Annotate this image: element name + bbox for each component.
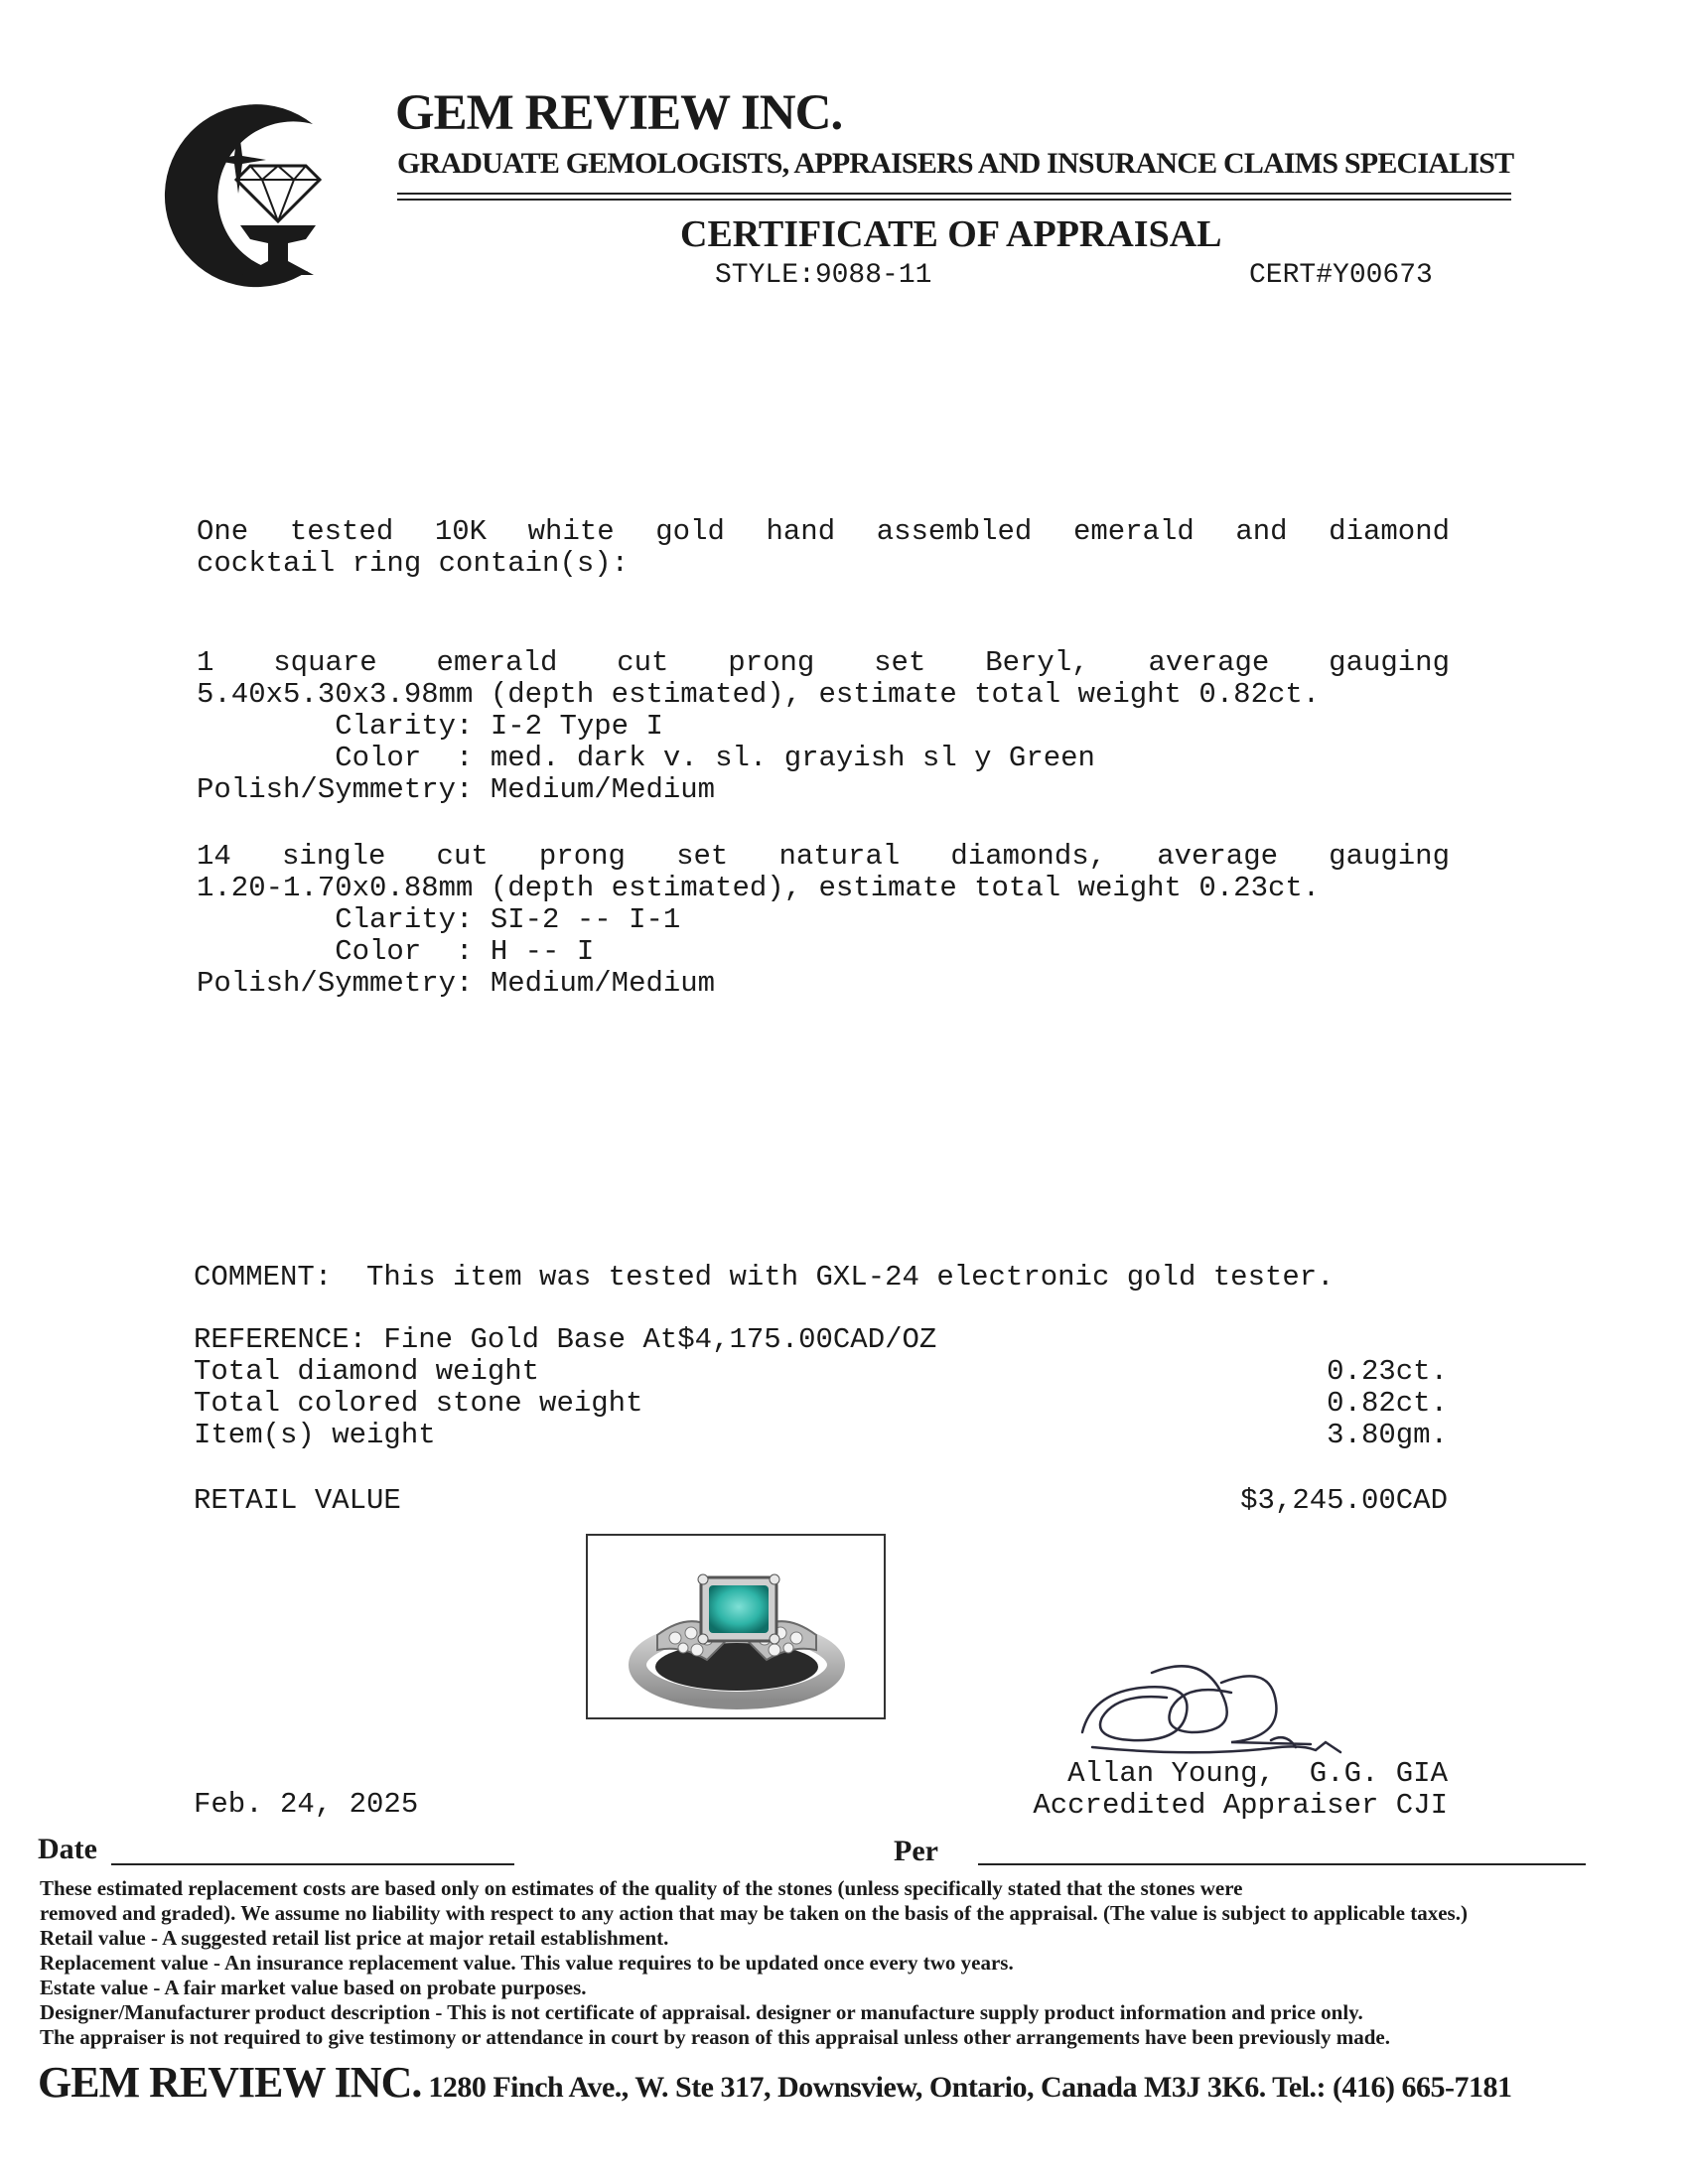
description-intro-line-1: One tested 10K white gold hand assembled emerald and diamond — [197, 515, 1450, 548]
weight-label: Total diamond weight — [194, 1355, 540, 1388]
footer — [38, 2057, 1512, 2108]
company-name: GEM REVIEW INC. — [395, 85, 843, 141]
disclaimer-line: Estate value - A fair market value based on probate purposes. — [40, 1976, 587, 1999]
disclaimer-text — [40, 1876, 1658, 2050]
emerald-description-line-2: 5.40x5.30x3.98mm (depth estimated), estimate total weight 0.82ct. — [197, 678, 1321, 711]
emerald-description-line-1: 1 square emerald cut prong set Beryl, average gauging — [197, 646, 1450, 679]
diamonds-polish-symmetry: Polish/Symmetry: Medium/Medium — [197, 967, 716, 1000]
weight-label: Total colored stone weight — [194, 1387, 643, 1420]
weight-value: 3.80gm. — [1327, 1419, 1448, 1451]
diamonds-description-line-1: 14 single cut prong set natural diamonds, average gauging — [197, 840, 1450, 873]
company-logo — [139, 94, 338, 293]
retail-value-amount: $3,245.00CAD — [1240, 1484, 1448, 1517]
header-divider — [397, 199, 1511, 201]
disclaimer-line: The appraiser is not required to give testimony or attendance in court by reason of this appraisal unless other arrangements have been previously made. — [40, 2025, 1390, 2049]
company-tagline: GRADUATE GEMOLOGISTS, APPRAISERS AND INSURANCE CLAIMS SPECIALIST — [397, 147, 1514, 180]
weight-value: 0.23ct. — [1327, 1355, 1448, 1388]
disclaimer-line: Replacement value - An insurance replacement value. This value requires to be updated once every two years. — [40, 1951, 1014, 1975]
retail-value-label: RETAIL VALUE — [194, 1484, 401, 1517]
per-signature-line — [978, 1863, 1586, 1865]
diamonds-description-line-2: 1.20-1.70x0.88mm (depth estimated), estimate total weight 0.23ct. — [197, 872, 1321, 904]
weight-label: Item(s) weight — [194, 1419, 436, 1451]
appraiser-name: Allan Young, G.G. GIA — [1067, 1757, 1448, 1790]
appraiser-title: Accredited Appraiser CJI — [1033, 1789, 1448, 1822]
weight-value: 0.82ct. — [1327, 1387, 1448, 1420]
date-label: Date — [38, 1833, 97, 1865]
appraiser-signature — [1072, 1653, 1360, 1772]
diamonds-color: Color : H -- I — [197, 935, 595, 968]
certificate-title: CERTIFICATE OF APPRAISAL — [680, 213, 1222, 255]
reference-line: REFERENCE: Fine Gold Base At$4,175.00CAD/OZ — [194, 1323, 937, 1356]
disclaimer-line: These estimated replacement costs are based only on estimates of the quality of the stones (unless specifically stated that the stones were — [40, 1876, 1243, 1900]
footer-company-name: GEM REVIEW INC. — [38, 2058, 422, 2107]
header-divider — [397, 193, 1511, 195]
disclaimer-line: Designer/Manufacturer product description - This is not certificate of appraisal. designer or manufacture supply product information and price only. — [40, 2000, 1363, 2024]
footer-address: 1280 Finch Ave., W. Ste 317, Downsview, Ontario, Canada M3J 3K6. Tel.: (416) 665-7181 — [421, 2071, 1512, 2104]
appraisal-date: Feb. 24, 2025 — [194, 1788, 419, 1821]
certificate-number: CERT#Y00673 — [1249, 260, 1433, 291]
emerald-polish-symmetry: Polish/Symmetry: Medium/Medium — [197, 773, 716, 806]
ring-photo — [586, 1534, 886, 1719]
description-intro-line-2: cocktail ring contain(s): — [197, 547, 630, 580]
per-label: Per — [894, 1835, 938, 1867]
emerald-clarity: Clarity: I-2 Type I — [197, 710, 663, 743]
comment-line: COMMENT: This item was tested with GXL-24 electronic gold tester. — [194, 1261, 1335, 1294]
diamonds-clarity: Clarity: SI-2 -- I-1 — [197, 903, 681, 936]
emerald-color: Color : med. dark v. sl. grayish sl y Green — [197, 742, 1095, 774]
style-number: STYLE:9088-11 — [715, 260, 932, 291]
disclaimer-line: removed and graded). We assume no liability with respect to any action that may be taken on the basis of the appraisal. (The value is subject to applicable taxes.) — [40, 1901, 1468, 1925]
disclaimer-line: Retail value - A suggested retail list price at major retail establishment. — [40, 1926, 669, 1950]
date-signature-line — [111, 1863, 514, 1865]
